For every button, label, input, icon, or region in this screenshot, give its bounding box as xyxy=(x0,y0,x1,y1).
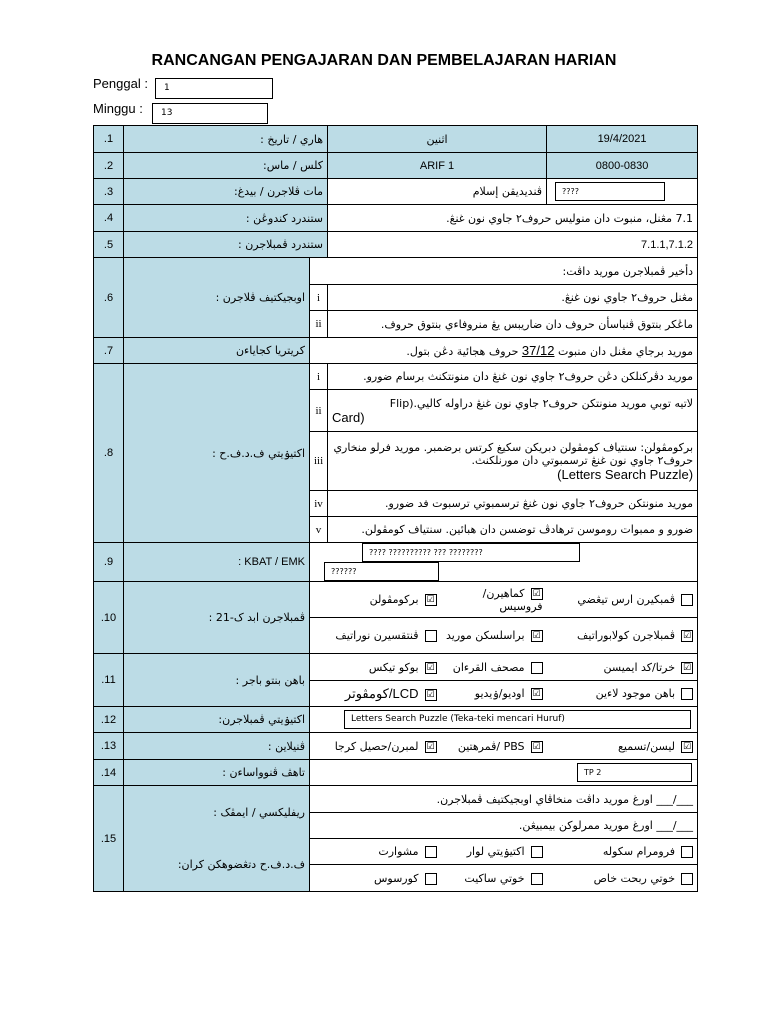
option-cell xyxy=(310,865,441,892)
option-cell xyxy=(441,681,547,707)
row-number: .9 xyxy=(94,543,124,582)
row-kbat xyxy=(94,543,698,582)
row-number: .2 xyxy=(94,153,124,179)
checkbox[interactable]: ☑ xyxy=(682,631,692,641)
activity-line: لاتيه توبي موريد منونتکن حروف٢ جاوي نون غنڠ دراوله کاليي.(Flip xyxy=(389,396,694,410)
row-learning-activity xyxy=(94,707,698,733)
option-label: خوتي ساکيت xyxy=(464,871,525,885)
checkbox[interactable]: ☑ xyxy=(532,689,541,699)
row-number: .3 xyxy=(94,179,124,205)
criteria-text-pre: موريد برجاي مڠنل دان منبوت xyxy=(554,345,694,358)
option-cell xyxy=(547,654,698,681)
criteria-text-post: حروف هجائية دڠن بتول. xyxy=(406,345,522,358)
penggal-field[interactable]: 1 xyxy=(155,78,273,99)
row-label: کلس / ماس: xyxy=(124,153,328,179)
criteria-count: 37/12 xyxy=(521,343,555,358)
item-numeral: i xyxy=(310,364,328,390)
option-label: LCD/کومڤوتر xyxy=(344,685,419,701)
lesson-plan-table xyxy=(93,125,698,892)
option-cell xyxy=(310,582,441,618)
option-label: مشوارت xyxy=(378,845,419,858)
checkbox[interactable]: ☑ xyxy=(426,595,435,605)
row-subject xyxy=(94,179,698,205)
checkbox[interactable]: ☑ xyxy=(426,689,435,700)
penggal-label: Penggal : xyxy=(93,76,148,91)
class-field[interactable]: ARIF 1 xyxy=(328,153,547,179)
checkbox-row xyxy=(94,733,698,760)
row-number: .11 xyxy=(94,654,124,707)
emk-box[interactable]: ?????? xyxy=(324,562,439,581)
option-label: فرومرام سکوله xyxy=(602,845,676,858)
checkbox[interactable]: ☑ xyxy=(426,741,435,752)
time-field[interactable]: 0800-0830 xyxy=(547,153,698,179)
checkbox-row xyxy=(94,839,698,865)
date-field[interactable]: 19/4/2021 xyxy=(547,126,698,153)
option-cell xyxy=(441,654,547,681)
row-label: ستندرد ڤمبلاجرن : xyxy=(124,232,328,258)
option-label: ڤنتقسيرن نوراتيف xyxy=(335,629,419,642)
row-number: .7 xyxy=(94,338,124,364)
item-numeral: i xyxy=(310,285,328,311)
row-label: اوبجيکتيف ڤلاجرن : xyxy=(124,258,310,338)
activity-item xyxy=(94,364,698,390)
option-label: بوکو تيکس xyxy=(368,660,419,674)
option-cell xyxy=(547,618,698,654)
option-cell xyxy=(441,582,547,618)
row-label: KBAT / EMK : xyxy=(124,543,310,582)
option-label: ڤمبکيرن ارس تيڠضي xyxy=(577,593,676,606)
subject-box-cell xyxy=(547,179,698,205)
checkbox[interactable]: ☑ xyxy=(532,588,541,599)
option-label: خوتي ربحت خاص xyxy=(593,871,676,885)
option-cell xyxy=(310,839,441,865)
content-standard-text: 7.1 مڠنل، منبوت دان منوليس حروف٢ جاوي نون غنڠ. xyxy=(328,205,698,232)
option-cell xyxy=(310,618,441,654)
row-label: ف.د.ف.ح دتڠضوهکن کران: xyxy=(124,839,310,892)
row-label: ڤنيلاين : xyxy=(124,733,310,760)
row-number: .14 xyxy=(94,760,124,786)
option-label: خرتا/کد ايميسن xyxy=(603,660,676,674)
checkbox[interactable] xyxy=(681,873,693,885)
option-label: مصحف القرءان xyxy=(452,660,525,674)
option-cell xyxy=(547,839,698,865)
checkbox[interactable]: ☑ xyxy=(426,662,435,673)
row-number: .13 xyxy=(94,733,124,760)
row-number: .4 xyxy=(94,205,124,232)
option-cell xyxy=(310,681,441,707)
option-cell xyxy=(441,733,547,760)
activity-line: (Card xyxy=(332,409,365,425)
minggu-field[interactable]: 13 xyxy=(152,103,268,124)
row-number: .1 xyxy=(94,126,124,153)
row-objectives xyxy=(94,258,698,285)
row-label: اکتيۏيتي ڤمبلاجرن: xyxy=(124,707,310,733)
objective-text: ماڠکر بنتوق ڤنباسأن حروف دان ضاريبس يڠ منروفاءي بنتوق حروف. xyxy=(328,311,698,338)
mastery-cell xyxy=(310,760,698,786)
activity-text: موريد دڤرکنلکن دڠن حروف٢ جاوي نون غنڠ دان منونتکنث برسام ضورو. xyxy=(328,364,698,390)
subject-code-box[interactable]: ???? xyxy=(555,182,665,201)
activity-text xyxy=(328,432,698,491)
checkbox-row xyxy=(94,582,698,618)
option-cell xyxy=(441,865,547,892)
activity-line: (Letters Search Puzzle) xyxy=(557,466,694,482)
activity-line: برکومڤولن: سنتياف کومڤولن دبريکن سکيغ کرتس برضمبر. موريد فرلو منخاري حروف٢ جاوي نون غنڠ ترسمبوتي دان مورنلکنث. xyxy=(333,440,694,467)
option-cell xyxy=(441,618,547,654)
learning-activity-cell xyxy=(310,707,698,733)
row-class xyxy=(94,153,698,179)
kbat-cell xyxy=(310,543,698,582)
option-cell xyxy=(441,839,547,865)
day-field[interactable]: اثنين xyxy=(328,126,547,153)
objectives-intro: دأخير ڤمبلاجرن موريد داڤت: xyxy=(310,258,698,285)
option-label: لمبرن/حصيل کرجا xyxy=(334,739,419,753)
subject-field[interactable]: ڤنديديقن إسلام xyxy=(328,179,547,205)
reflection-text[interactable]: ___/___ اورغ موريد داڤت منخاڤاي اوبجيکتيف ڤمبلاجرن. xyxy=(310,786,698,813)
option-cell xyxy=(547,865,698,892)
checkbox[interactable] xyxy=(425,846,437,858)
checkbox[interactable] xyxy=(531,662,543,674)
checkbox[interactable] xyxy=(681,688,693,700)
checkbox[interactable] xyxy=(681,846,693,858)
row-label: کريتريا کجاياءن xyxy=(124,338,310,364)
checkbox[interactable] xyxy=(681,594,693,606)
checkbox[interactable] xyxy=(425,630,437,642)
page-title: RANCANGAN PENGAJARAN DAN PEMBELAJARAN HARIAN xyxy=(151,52,617,69)
activity-text xyxy=(328,390,698,432)
mastery-box[interactable]: TP 2 xyxy=(577,763,692,782)
learning-standard-text: 7.1.1,7.1.2 xyxy=(328,232,698,258)
row-date xyxy=(94,126,698,153)
option-label: PBS /ڤمرهتين xyxy=(457,739,525,753)
row-learning-standard xyxy=(94,232,698,258)
activity-text: موريد منونتکن حروف٢ جاوي نون غنڠ ترسمبوتي ترسبوت فد ضورو. xyxy=(328,491,698,517)
checkbox-row xyxy=(94,654,698,681)
option-cell xyxy=(547,733,698,760)
row-label: هاري / تاريخ : xyxy=(124,126,328,153)
option-cell xyxy=(310,654,441,681)
option-label: اوديو/ۏيديو xyxy=(474,687,525,700)
row-label: اکتيۏيتي ف.د.ف.ح : xyxy=(124,364,310,543)
checkbox[interactable]: ☑ xyxy=(532,631,541,641)
item-numeral: iii xyxy=(310,432,328,491)
row-label: ڤمبلاجرن ابد ک-21 : xyxy=(124,582,310,654)
option-label: ليسن/تسميع xyxy=(618,739,676,753)
objective-text: مڠنل حروف٢ جاوي نون غنڠ. xyxy=(328,285,698,311)
option-label: اکتيۏيتي لوار xyxy=(466,845,525,858)
item-numeral: ii xyxy=(310,311,328,338)
row-number: .15 xyxy=(94,786,124,892)
option-cell xyxy=(310,733,441,760)
learning-activity-box[interactable]: Letters Search Puzzle (Teka-teki mencari Huruf) xyxy=(344,710,691,729)
row-number: .12 xyxy=(94,707,124,733)
option-cell xyxy=(547,582,698,618)
row-number: .8 xyxy=(94,364,124,543)
checkbox[interactable] xyxy=(425,873,437,885)
minggu-label: Minggu : xyxy=(93,101,143,116)
row-content-standard xyxy=(94,205,698,232)
activity-text: ضورو و ممبوات روموسن ترهادڤ توضسن دان هبائين. سنتياف کومڤولن. xyxy=(328,517,698,543)
row-number: .5 xyxy=(94,232,124,258)
row-number: .6 xyxy=(94,258,124,338)
row-label: تاهڤ ڤنوواساءن : xyxy=(124,760,310,786)
checkbox[interactable]: ☑ xyxy=(532,741,541,752)
reflection-text[interactable]: ___/___ اورغ موريد ممرلوکن بيمبيڠن. xyxy=(310,813,698,839)
item-numeral: ii xyxy=(310,390,328,432)
success-criteria-text xyxy=(310,338,698,364)
option-label: کماهيرن/ فروسيس xyxy=(482,586,543,613)
reflection-line xyxy=(94,786,698,813)
row-label: ستندرد کندوڠن : xyxy=(124,205,328,232)
option-label: باهن موجود لاءين xyxy=(595,687,676,700)
row-number: .10 xyxy=(94,582,124,654)
option-label: برکومڤولن xyxy=(369,593,419,606)
row-label: ريفليکسي / ايمڤک : xyxy=(124,786,310,839)
checkbox[interactable]: ☑ xyxy=(682,662,692,673)
option-label: ڤمبلاجرن کولابوراتيف xyxy=(577,629,676,642)
option-cell xyxy=(547,681,698,707)
item-numeral: iv xyxy=(310,491,328,517)
item-numeral: v xyxy=(310,517,328,543)
option-label: کورسوس xyxy=(373,871,419,885)
row-label: باهن بنتو باجر : xyxy=(124,654,310,707)
row-success-criteria xyxy=(94,338,698,364)
checkbox[interactable]: ☑ xyxy=(682,741,692,752)
checkbox[interactable] xyxy=(531,846,543,858)
row-mastery-level xyxy=(94,760,698,786)
row-label: مات ڤلاجرن / بيدغ: xyxy=(124,179,328,205)
kbat-box[interactable]: ???? ?????????? ??? ???????? xyxy=(362,543,580,562)
option-label: براسلسکن موريد xyxy=(446,629,525,642)
checkbox[interactable] xyxy=(531,873,543,885)
